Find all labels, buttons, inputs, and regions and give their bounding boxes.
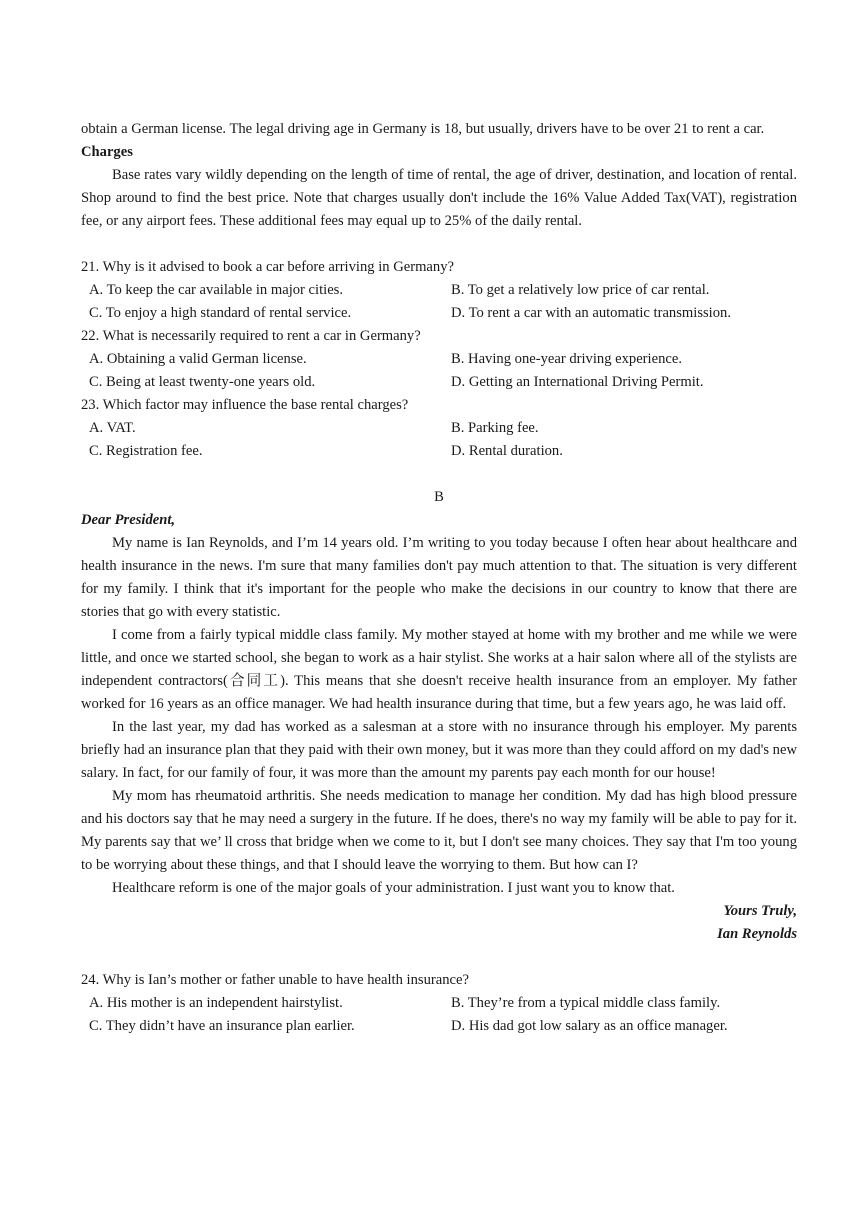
letter-paragraph: My name is Ian Reynolds, and I’m 14 years old. I’m writing to you today because I often hear about healthcare and health insurance in the news. I'm sure that many families don't pay much attention to that. The situation is very different for my family. I think that it's important for the people who make the decisions in our country to know that there are stories that go with every statistic.	[81, 535, 797, 620]
question-options	[81, 417, 797, 463]
spacer	[81, 463, 797, 486]
option-b: B. Having one-year driving experience.	[451, 351, 682, 367]
option-a: A. VAT.	[89, 420, 136, 436]
option-c: C. To enjoy a high standard of rental service.	[89, 305, 352, 321]
letter-paragraph: Healthcare reform is one of the major goals of your administration. I just want you to know that.	[112, 880, 675, 896]
question-23	[81, 394, 797, 463]
letter-paragraph: I come from a fairly typical middle class family. My mother stayed at home with my brother and me while we were little, and once we started school, she began to work as a hair stylist. She works at a hair salon where all of the stylists are independent contractors(合同工). This means that she doesn't receive health insurance from an employer. My father worked for 16 years as an office manager. We had health insurance during that time, but a few years ago, he was laid off.	[81, 627, 797, 712]
question-stem: 23. Which factor may influence the base rental charges?	[81, 397, 409, 413]
option-b: B. To get a relatively low price of car rental.	[451, 282, 710, 298]
question-24	[81, 969, 797, 1038]
question-options	[81, 992, 797, 1038]
spacer	[81, 233, 797, 256]
question-stem: 21. Why is it advised to book a car before arriving in Germany?	[81, 259, 454, 275]
question-stem: 24. Why is Ian’s mother or father unable to have health insurance?	[81, 972, 469, 988]
option-b: B. Parking fee.	[451, 420, 539, 436]
charges-heading: Charges	[81, 144, 133, 160]
option-a: A. His mother is an independent hairstylist.	[89, 995, 343, 1011]
option-d: D. To rent a car with an automatic transmission.	[451, 305, 731, 321]
spacer	[81, 946, 797, 969]
option-c: C. Registration fee.	[89, 443, 203, 459]
exam-page	[81, 118, 797, 1038]
section-b-label: B	[434, 489, 444, 505]
option-d: D. Getting an International Driving Permit.	[451, 374, 704, 390]
letter-signature: Ian Reynolds	[717, 926, 797, 942]
option-b: B. They’re from a typical middle class family.	[451, 995, 721, 1011]
question-21	[81, 256, 797, 325]
question-options	[81, 279, 797, 325]
letter-paragraph: In the last year, my dad has worked as a salesman at a store with no insurance through his employer. My parents briefly had an insurance plan that they paid with their own money, but it was more than they could afford on my dad's new salary. In fact, for our family of four, it was more than the amount my parents pay each month for our house!	[81, 719, 797, 781]
passage-a-paragraph: obtain a German license. The legal driving age in Germany is 18, but usually, drivers have to be over 21 to rent a car.	[81, 121, 765, 137]
question-22	[81, 325, 797, 394]
letter-paragraph: My mom has rheumatoid arthritis. She needs medication to manage her condition. My dad has high blood pressure and his doctors say that he may need a surgery in the future. If he does, there's no way my family will be able to pay for it. My parents say that we’ ll cross that bridge when we come to it, but I don't see many choices. They say that I'm too young to be worrying about these things, and that I should leave the worrying to them. But how can I?	[81, 788, 797, 873]
charges-paragraph: Base rates vary wildly depending on the length of time of rental, the age of driver, destination, and location of rental. Shop around to find the best price. Note that charges usually don't include the 16% Value Added Tax(VAT), registration fee, or any airport fees. These additional fees may equal up to 25% of the daily rental.	[81, 167, 797, 229]
question-stem: 22. What is necessarily required to rent a car in Germany?	[81, 328, 421, 344]
option-a: A. To keep the car available in major cities.	[89, 282, 344, 298]
option-d: D. His dad got low salary as an office manager.	[451, 1018, 728, 1034]
option-c: C. Being at least twenty-one years old.	[89, 374, 316, 390]
letter-salutation: Dear President,	[81, 512, 176, 528]
letter-closing: Yours Truly,	[723, 903, 797, 919]
option-c: C. They didn’t have an insurance plan earlier.	[89, 1018, 355, 1034]
option-a: A. Obtaining a valid German license.	[89, 351, 307, 367]
option-d: D. Rental duration.	[451, 443, 563, 459]
question-options	[81, 348, 797, 394]
